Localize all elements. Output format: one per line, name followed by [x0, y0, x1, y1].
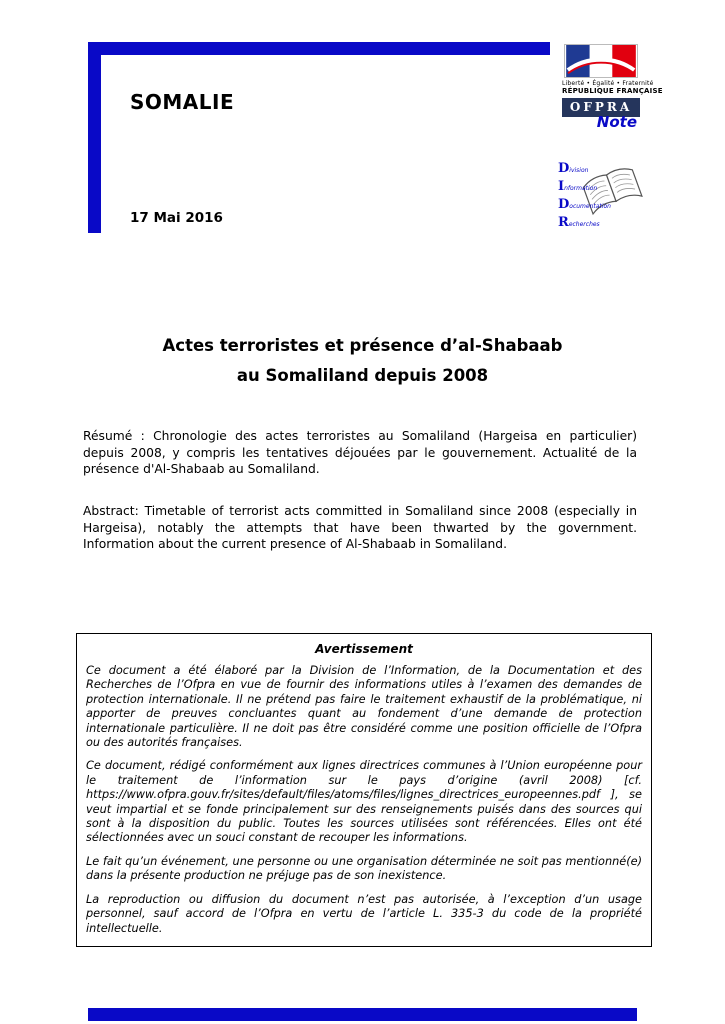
header-vertical-bar — [88, 42, 101, 233]
didr-row-documentation — [558, 196, 611, 214]
didr-letters — [558, 160, 611, 232]
disclaimer-paragraph: La reproduction ou diffusion du document n’est pas autorisée, à l’exception d’un usage personnel, sauf accord de l’Ofpra en vertu de l’article L. 335-3 du code de la propriété intellectuelle. — [86, 892, 642, 935]
ofpra-logo: OFPRA — [562, 98, 640, 117]
didr-word: nformation — [564, 185, 598, 192]
country-title: SOMALIE — [130, 90, 235, 114]
republic-text: RÉPUBLIQUE FRANÇAISE — [562, 87, 663, 95]
document-title-line1: Actes terroristes et présence d’al-Shabaab — [162, 336, 563, 355]
didr-logo — [556, 156, 646, 230]
resume-paragraph: Résumé : Chronologie des actes terroristes au Somaliland (Hargeisa en particulier) depuis 2008, y compris les tentatives déjouées par le gouvernement. Actualité de la présence d'Al-Shabaab au Somaliland. — [83, 429, 637, 476]
disclaimer-paragraph: Ce document, rédigé conformément aux lignes directrices communes à l’Union européenne pour le traitement de l’information sur le pays d’origine (avril 2008) [cf. https://www.ofpra.gouv.fr/sites/default/files/atoms/files/lignes_directrices_europeennes.pdf ], se veut impartial et se fonde principalement sur des renseignements puisés dans des sources qui sont à la disposition du public. Toutes les sources utilisées sont référencées. Elles ont été sélectionnées avec un souci constant de recouper les informations. — [86, 759, 642, 845]
didr-word: ocumentation — [569, 203, 611, 210]
footer-bar — [88, 1008, 637, 1021]
abstract-paragraph: Abstract: Timetable of terrorist acts committed in Somaliland since 2008 (especially in Hargeisa), notably the attempts that have been thwarted by the government. Information about the current presence of Al-Shabaab in Somaliland. — [83, 504, 637, 551]
document-date: 17 Mai 2016 — [130, 210, 223, 226]
disclaimer-paragraph: Ce document a été élaboré par la Division de l’Information, de la Documentation et des Recherches de l’Ofpra en vue de fournir des informations utiles à l’examen des demandes de protection internationale. Il ne prétend pas faire le traitement exhaustif de la problématique, ni apporter de preuves concluantes quant au fondement d’une demande de protection internationale particulière. Il ne doit pas être considéré comme une position officielle de l’Ofpra ou des autorités françaises. — [86, 664, 642, 750]
republic-logo — [562, 44, 663, 117]
didr-row-division — [558, 160, 611, 178]
didr-word: ivision — [569, 167, 589, 174]
didr-letter: I — [558, 179, 565, 194]
didr-row-information — [558, 178, 611, 196]
note-label: Note — [596, 113, 637, 131]
didr-letter: D — [558, 161, 570, 176]
didr-letter: R — [558, 215, 569, 230]
document-title — [0, 331, 725, 391]
header-horizontal-bar — [88, 42, 550, 55]
document-title-line2: au Somaliland depuis 2008 — [236, 366, 489, 385]
disclaimer-box — [76, 633, 652, 947]
motto-text: Liberté • Égalité • Fraternité — [562, 80, 654, 87]
didr-row-recherches — [558, 214, 611, 232]
french-flag-icon — [564, 44, 638, 78]
didr-letter: D — [558, 197, 570, 212]
disclaimer-title: Avertissement — [315, 642, 413, 656]
disclaimer-paragraph: Le fait qu’un événement, une personne ou une organisation déterminée ne soit pas mentionné(e) dans la présente production ne préjuge pas de son inexistence. — [86, 854, 642, 883]
didr-word: echerches — [568, 221, 600, 228]
